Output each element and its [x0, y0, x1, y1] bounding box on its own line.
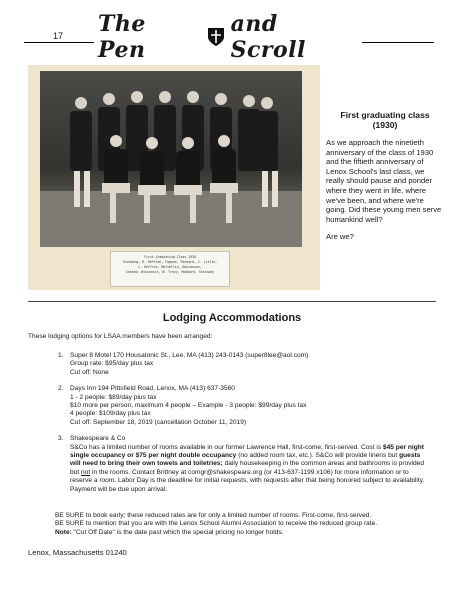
booking-notes — [55, 512, 435, 537]
lodging-line: Cut off: September 18, 2019 (cancellation October 11, 2019) — [70, 418, 247, 426]
page-number: 17 — [52, 31, 63, 41]
section-title: Lodging Accommodations — [162, 312, 302, 324]
lodging-name: Shakespeare & Co — [70, 435, 126, 443]
note-text: "Cut Off Date" is the date past which the special pricing no longer holds. — [71, 528, 284, 536]
list-number: 3. — [58, 435, 64, 443]
class-photo-frame — [28, 65, 320, 290]
lodging-line: 4 people: $109/day plus tax — [70, 410, 151, 418]
list-item — [58, 385, 428, 427]
lodging-line: Cut off: None — [70, 368, 109, 376]
lodging-line: Super 8 Motel 170 Housatonic St., Lee, MA (413) 243-0143 (super8lee@aol.com) — [70, 352, 309, 359]
list-number: 1. — [58, 352, 64, 359]
lodging-text: in the rooms. Contact Brittney at comgr@shakespeare.org (or 413-637-1199 x106) for more information or to reserve a room. Labor Day is the deadline for initial requests, with requests after that being honored subject to availability. Payment will be due upon arrival. — [70, 468, 425, 493]
photo-caption-line: First Graduating Class 1930 — [144, 255, 196, 259]
crest-icon — [207, 27, 225, 47]
list-item — [58, 435, 428, 494]
masthead — [98, 11, 360, 63]
lodging-price-bold: $45 per night single occupancy or $75 per night double occupancy — [70, 443, 424, 460]
footer-location: Lenox, Massachusetts 01240 — [28, 548, 127, 557]
photo-caption-line: Seated: Wisconsin, W. Tracy, Hubbard, Steinway — [125, 270, 215, 274]
class-photo — [40, 71, 302, 247]
list-item — [58, 352, 428, 377]
booking-note — [55, 529, 435, 537]
lodging-text: (no added room tax, etc.). S&Co will provide linens but — [236, 452, 400, 460]
photo-sidebar — [326, 110, 444, 250]
section-divider — [28, 301, 436, 302]
sidebar-title-line: First graduating class — [340, 110, 430, 120]
lodging-line: Days Inn 194 Pittsfield Road, Lenox, MA (413) 637-3560 — [70, 385, 235, 393]
lodging-line: 1 - 2 people: $89/day plus tax — [70, 393, 157, 401]
masthead-rule-right — [362, 42, 434, 43]
lodging-not-underlined: not — [81, 468, 91, 476]
photo-caption-line: Standing: R. Heffron, Fagone, Packard, J. Little, — [122, 260, 218, 264]
booking-note: BE SURE to mention that you are with the Lenox School Alumni Association to receive the reduced group rate. — [55, 520, 378, 528]
masthead-title-right: and Scroll — [230, 11, 306, 63]
photo-caption-card — [110, 251, 230, 287]
section-intro: These lodging options for LSAA members have been arranged: — [28, 333, 213, 340]
booking-note: BE SURE to book early; these reduced rates are for only a limited number of rooms. First-come, first-served. — [55, 512, 372, 519]
list-number: 2. — [58, 385, 64, 393]
lodging-line: Group rate: $95/day plus tax — [70, 360, 154, 368]
sidebar-question: Are we? — [326, 232, 354, 242]
masthead-title-left: The Pen — [98, 11, 146, 63]
note-label: Note: — [55, 528, 72, 536]
lodging-line: $10 more per person, maximum 4 people – Example - 3 people: $99/day plus tax — [70, 402, 307, 410]
sidebar-paragraph: As we approach the ninetieth anniversary of the class of 1930 and the fiftieth anniversary of Lenox School's last class, we really should pause and ponder where they went in life, where we've been, and where we're going. Did these young men serve humankind well? — [326, 138, 442, 224]
lodging-text: S&Co has a limited number of rooms available in our former Lawrence Hall, first-come, first-served. Cost is — [70, 443, 383, 451]
sidebar-title-year: (1930) — [372, 120, 398, 130]
masthead-rule-left — [24, 42, 94, 43]
photo-caption-line: L. Heffron, Malvellis, Duncanson, — [138, 265, 202, 269]
lodging-text: daily housekeeping in the common areas and bathrooms is provided but — [70, 460, 425, 476]
sidebar-title — [326, 110, 444, 130]
lodging-description — [70, 444, 428, 494]
lodging-list — [58, 352, 428, 502]
lodging-bring-bold: guests will need to bring their own towels and toiletries; — [70, 452, 421, 468]
